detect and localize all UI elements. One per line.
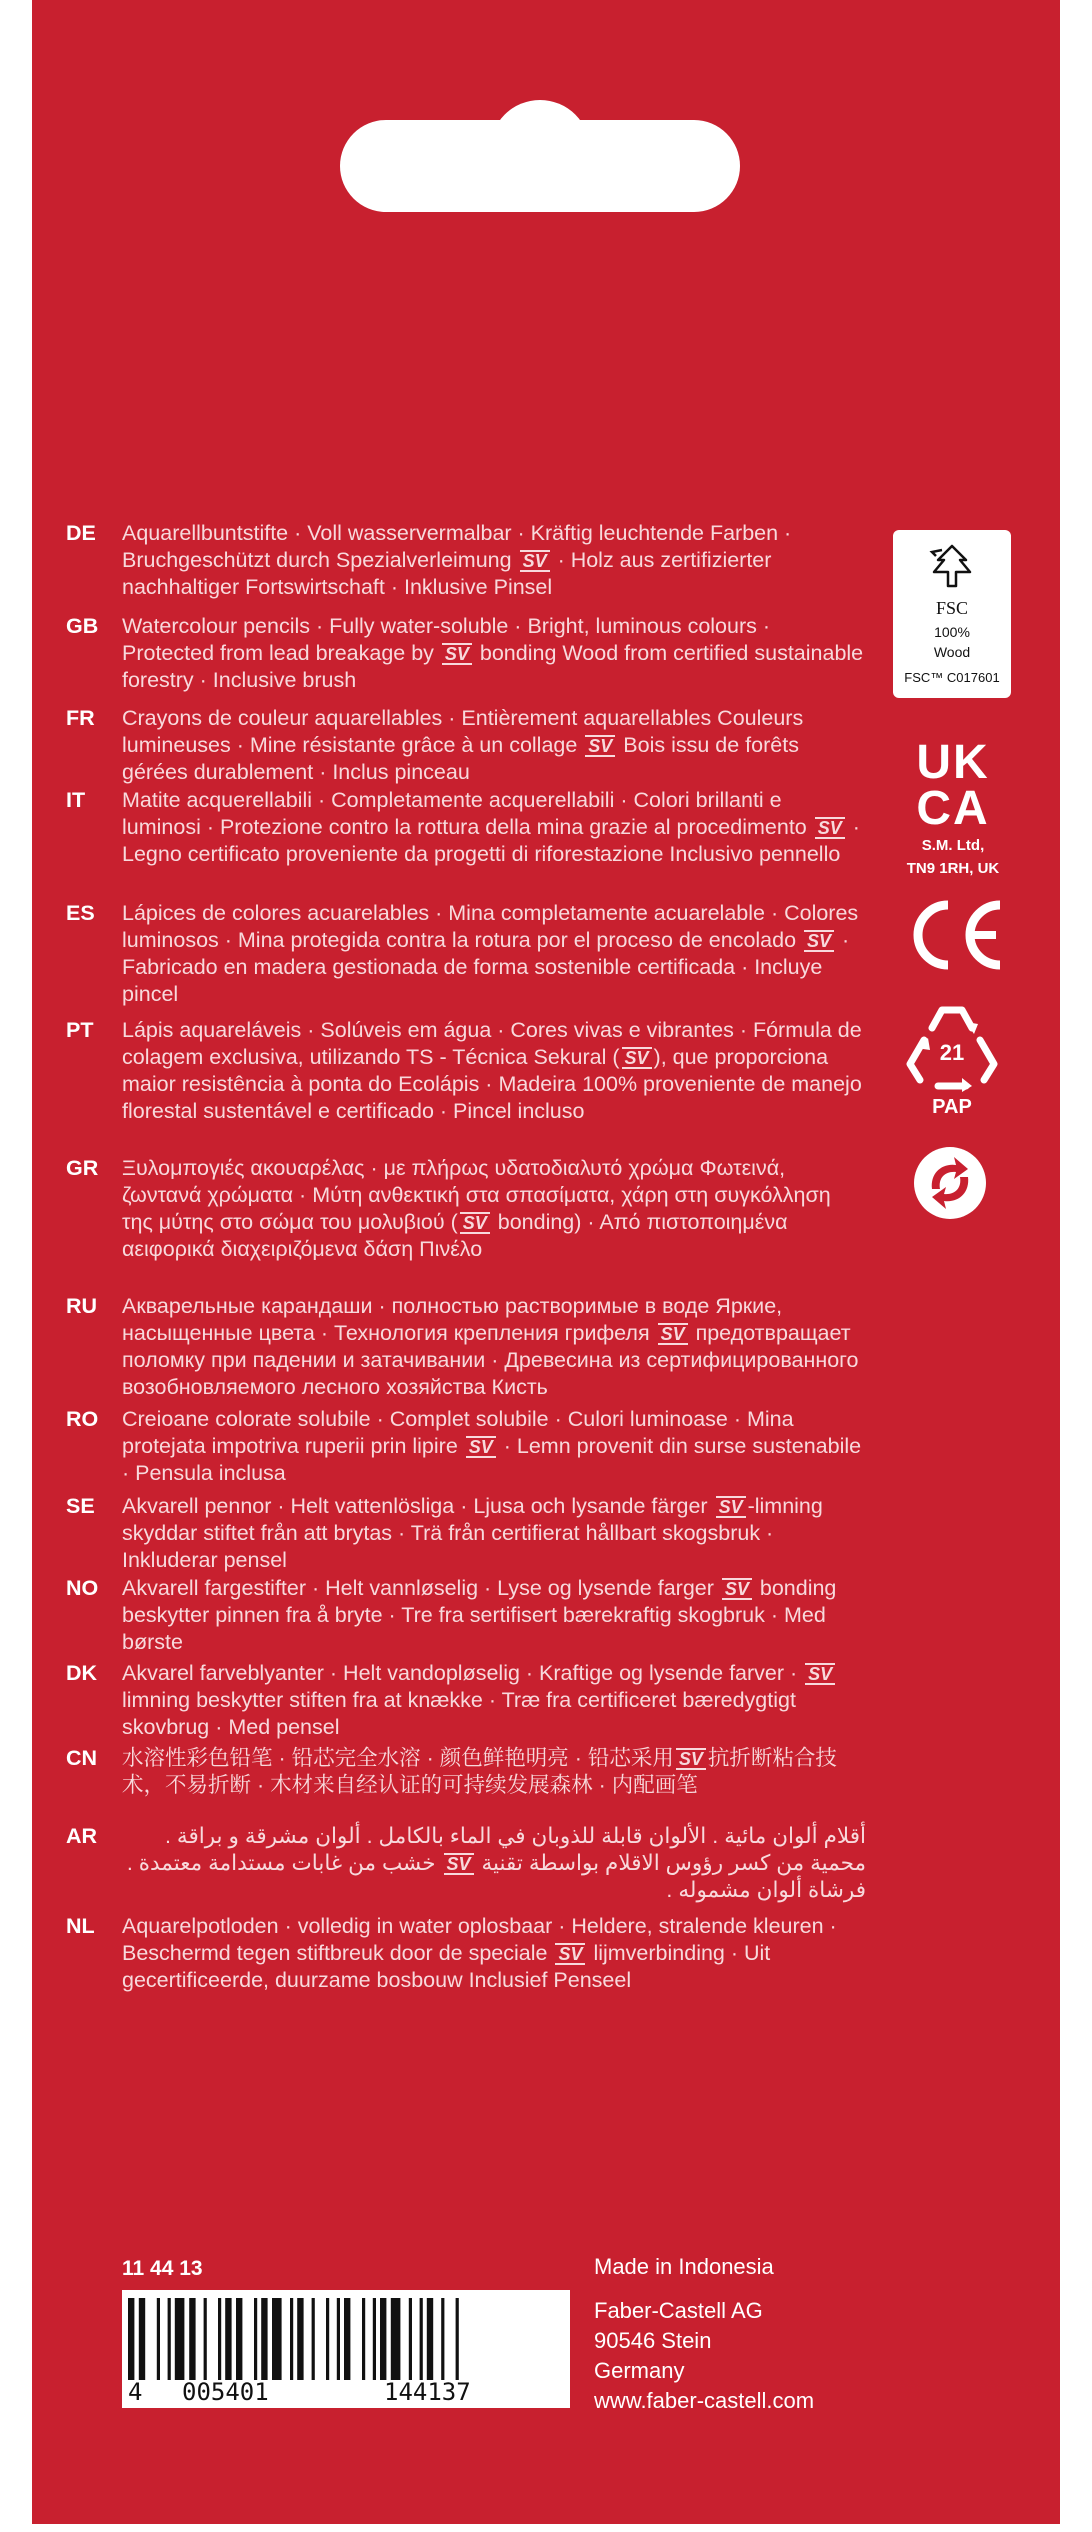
company-website: www.faber-castell.com: [594, 2388, 815, 2413]
lang-code: DE: [66, 521, 96, 545]
barcode-digit-first: 4: [128, 2378, 143, 2406]
lang-code: RU: [66, 1294, 98, 1318]
lang-block-nl: [66, 1913, 866, 1994]
lang-code: PT: [66, 1018, 94, 1042]
sv-bonding-logo: SV: [442, 643, 472, 665]
company-city: 90546 Stein: [594, 2328, 712, 2353]
lang-text-part: أقلام ألوان مائية . الألوان قابلة للذوبان في الماء بالكامل . ألوان مشرقة و براقة . محمية من كسر رؤوس الاقلام بواسطة تقنية: [164, 1824, 866, 1875]
lang-block-de: [66, 520, 866, 601]
lang-block-it: [66, 787, 866, 868]
sv-bonding-logo: SV: [676, 1748, 706, 1770]
barcode-bar: [441, 2298, 444, 2380]
fsc-logo-text: FSC: [935, 598, 969, 618]
fsc-license: FSC™ C017601: [904, 670, 1000, 685]
pap-number: 21: [939, 1040, 965, 1065]
barcode-bar: [128, 2298, 134, 2380]
ukca-mark-line1: UK: [916, 736, 990, 789]
barcode-digits-right: 144137: [384, 2378, 471, 2406]
lang-text: [122, 705, 866, 786]
barcode-bar: [204, 2298, 207, 2380]
barcode-bar: [254, 2298, 257, 2380]
barcode-bar: [391, 2298, 401, 2380]
lang-text: [122, 1017, 866, 1125]
lang-text-part: 抗折断粘合技术，不易折断 · 木材来自经认证的可持续发展森林 · 内配画笔: [122, 1746, 837, 1797]
lang-text-part: · Holz aus zertifizierter nachhaltiger Fortswirtschaft · Inklusive Pinsel: [122, 548, 772, 599]
barcode-bar: [362, 2298, 365, 2380]
barcode-digits-left: 005401: [182, 2378, 269, 2406]
lang-text-part: Lápis aquareláveis · Solúveis em água · Cores vivas e vibrantes · Fórmula de colagem exclusiva, utilizando TS - Técnica Sekural (: [122, 1018, 862, 1069]
lang-code: NL: [66, 1914, 95, 1938]
lang-text-part: Creioane colorate solubile · Complet solubile · Culori luminoase · Mina protejata impotriva ruperii prin lipire: [122, 1407, 794, 1458]
sv-bonding-logo: SV: [716, 1496, 746, 1518]
lang-code: GB: [66, 614, 99, 638]
lang-text-part: 水溶性彩色铅笔 · 铅芯完全水溶 · 颜色鲜艳明亮 · 铅芯采用: [122, 1746, 674, 1770]
sv-bonding-logo: SV: [722, 1578, 752, 1600]
sv-bonding-logo: SV: [520, 550, 550, 572]
lang-code: GR: [66, 1156, 99, 1180]
lang-text-part: Akvarel farveblyanter · Helt vandopløselig · Kraftige og lysende farver ·: [122, 1661, 804, 1685]
lang-text: [122, 1155, 866, 1263]
ce-mark-icon: [900, 895, 1020, 975]
barcode-bar: [290, 2298, 293, 2380]
fsc-logo: [893, 530, 1011, 698]
barcode-bar: [297, 2298, 303, 2380]
barcode-bar: [189, 2298, 195, 2380]
barcode-bar: [337, 2298, 340, 2380]
lang-text-part: ), que proporciona maior resistência à ponta do Ecolápis · Madeira 100% proveniente de manejo florestal sustentável e certificado · Pincel incluso: [122, 1045, 862, 1123]
lang-text-part: bonding beskytter pinnen fra å bryte · Tre fra sertifisert bærekraftig skogbruk · Med børste: [122, 1576, 837, 1654]
lang-text: [122, 613, 866, 694]
barcode-bar: [175, 2298, 185, 2380]
lang-code: AR: [66, 1824, 98, 1848]
lang-code: SE: [66, 1494, 95, 1518]
barcode-bar: [312, 2298, 315, 2380]
sv-bonding-logo: SV: [815, 817, 845, 839]
lang-text: [122, 1745, 866, 1799]
lang-block-ro: [66, 1406, 866, 1487]
article-number: 11 44 13: [122, 2257, 203, 2280]
pap-label: PAP: [932, 1096, 972, 1118]
sv-bonding-logo: SV: [658, 1323, 688, 1345]
lang-text: [122, 1823, 866, 1904]
lang-code: NO: [66, 1576, 99, 1600]
barcode: [122, 2290, 570, 2408]
lang-code: ES: [66, 901, 95, 925]
lang-text-part: Акварельные карандаши · полностью растворимые в воде Яркие, насыщенные цвета · Технология крепления грифеля: [122, 1294, 783, 1345]
lang-text: [122, 1293, 866, 1401]
lang-block-es: [66, 900, 866, 1008]
lang-block-gb: [66, 613, 866, 694]
barcode-bar: [261, 2298, 267, 2380]
lang-text-part: предотвращает поломку при падении и затачивании · Древесина из сертифицированного возобновляемого лесного хозяйства Кисть: [122, 1321, 859, 1399]
lang-text: [122, 1493, 866, 1574]
barcode-bar: [456, 2298, 459, 2380]
lang-text-part: · Fabricado en madera gestionada de forma sostenible certificada · Incluye pincel: [122, 928, 850, 1006]
lang-text-part: -limning skyddar stiftet från att brytas · Trä från certifierat hållbart skogsbruk · Inkluderar pensel: [122, 1494, 823, 1572]
lang-code: FR: [66, 706, 95, 730]
lang-text-part: · Legno certificato proveniente da progetti di riforestazione Inclusivo pennello: [122, 815, 860, 866]
barcode-bar: [373, 2298, 376, 2380]
lang-text-part: Bois issu de forêts gérées durablement · Inclus pinceau: [122, 733, 799, 784]
lang-text-part: limning beskytter stiften fra at knække · Træ fra certificeret bæredygtigt skovbrug · Med pensel: [122, 1688, 796, 1739]
lang-text: [122, 1575, 866, 1656]
lang-text-part: Ξυλομπογιές ακουαρέλας · με πλήρως υδατοδιαλυτό χρώμα Φωτεινά, ζωντανά χρώματα · Μύτη ανθεκτική στα σπασίματα, χάρη στη συγκόλληση της μύτης στο σώμα του μολυβιού (: [122, 1156, 831, 1234]
barcode-bar: [236, 2298, 242, 2380]
lang-text-part: Aquarelpotloden · volledig in water oplosbaar · Heldere, stralende kleuren · Beschermd tegen stiftbreuk door de speciale: [122, 1914, 837, 1965]
barcode-bar: [218, 2298, 221, 2380]
made-in: Made in Indonesia: [594, 2254, 774, 2279]
fsc-material: Wood: [933, 644, 971, 660]
ukca-address-line1: S.M. Ltd,: [921, 837, 985, 854]
lang-block-ar: [66, 1823, 866, 1904]
pap-recycling-mark: [902, 1000, 1002, 1120]
barcode-bar: [157, 2298, 160, 2380]
lang-text: [122, 787, 866, 868]
barcode-bar: [139, 2298, 145, 2380]
lang-text-part: Crayons de couleur aquarellables · Entièrement aquarellables Couleurs lumineuses · Mine résistante grâce à un collage: [122, 706, 804, 757]
green-dot-icon: [912, 1145, 988, 1221]
lang-text-part: Akvarell fargestifter · Helt vannløselig · Lyse og lysende farger: [122, 1576, 720, 1600]
company-name: Faber-Castell AG: [594, 2298, 763, 2323]
barcode-bar: [168, 2298, 171, 2380]
lang-text-part: Akvarell pennor · Helt vattenlösliga · Ljusa och lysande färger: [122, 1494, 714, 1518]
lang-text-part: Watercolour pencils · Fully water-soluble · Bright, luminous colours · Protected from lead breakage by: [122, 614, 771, 665]
lang-block-pt: [66, 1017, 866, 1125]
lang-text: [122, 1660, 866, 1741]
sv-bonding-logo: SV: [444, 1853, 474, 1875]
lang-block-dk: [66, 1660, 866, 1741]
lang-block-no: [66, 1575, 866, 1656]
sv-bonding-logo: SV: [622, 1047, 652, 1069]
lang-code: IT: [66, 788, 86, 812]
lang-block-ru: [66, 1293, 866, 1401]
barcode-bar: [420, 2298, 423, 2380]
lang-text-part: bonding Wood from certified sustainable forestry · Inclusive brush: [122, 641, 864, 692]
lang-block-se: [66, 1493, 866, 1574]
sv-bonding-logo: SV: [460, 1212, 490, 1234]
barcode-bar: [225, 2298, 231, 2380]
lang-text: [122, 1913, 866, 1994]
barcode-bars: [128, 2298, 564, 2380]
lang-code: CN: [66, 1746, 98, 1770]
sv-bonding-logo: SV: [466, 1436, 496, 1458]
ukca-mark-line2: CA: [916, 782, 990, 835]
sv-bonding-logo: SV: [585, 735, 615, 757]
lang-text-part: bonding) · Από πιστοποιημένα αειφορικά διαχειριζόμενα δάση Πινέλο: [122, 1210, 788, 1261]
barcode-bar: [344, 2298, 350, 2380]
fsc-tree-icon: [928, 542, 976, 590]
lang-text-part: lijmverbinding · Uit gecertificeerde, duurzame bosbouw Inclusief Penseel: [122, 1941, 771, 1992]
sv-bonding-logo: SV: [555, 1943, 585, 1965]
package-back: [32, 24, 1060, 2524]
lang-text-part: Lápices de colores acuarelables · Mina completamente acuarelable · Colores luminosos · Mina protegida contra la rotura por el proceso de encolado: [122, 901, 859, 952]
barcode-bar: [380, 2298, 386, 2380]
sv-bonding-logo: SV: [805, 1663, 835, 1685]
lang-code: RO: [66, 1407, 99, 1431]
hang-hole: [340, 120, 740, 212]
lang-text: [122, 520, 866, 601]
barcode-bar: [427, 2298, 433, 2380]
lang-block-gr: [66, 1155, 866, 1263]
sv-bonding-logo: SV: [804, 930, 834, 952]
barcode-bar: [326, 2298, 329, 2380]
lang-text: [122, 900, 866, 1008]
lang-text-part: خشب من غابات مستدامة معتمدة . فرشاة ألوان مشموله .: [126, 1851, 866, 1902]
ukca-mark: [888, 736, 1018, 878]
lang-text-part: Matite acquerellabili · Completamente acquerellabili · Colori brillanti e luminosi · Protezione contro la rottura della mina grazie al procedimento: [122, 788, 813, 839]
barcode-bar: [272, 2298, 282, 2380]
barcode-bar: [409, 2298, 412, 2380]
lang-block-fr: [66, 705, 866, 786]
lang-text-part: · Lemn provenit din surse sustenabile · Pensula inclusa: [122, 1434, 862, 1485]
fsc-percent: 100%: [934, 624, 970, 640]
ukca-address-line2: TN9 1RH, UK: [906, 860, 1000, 877]
company-country: Germany: [594, 2358, 685, 2383]
lang-code: DK: [66, 1661, 98, 1685]
lang-text-part: Aquarellbuntstifte · Voll wasservermalbar · Kräftig leuchtende Farben · Bruchgeschützt durch Spezialverleimung: [122, 521, 792, 572]
lang-block-cn: [66, 1745, 866, 1799]
lang-text: [122, 1406, 866, 1487]
